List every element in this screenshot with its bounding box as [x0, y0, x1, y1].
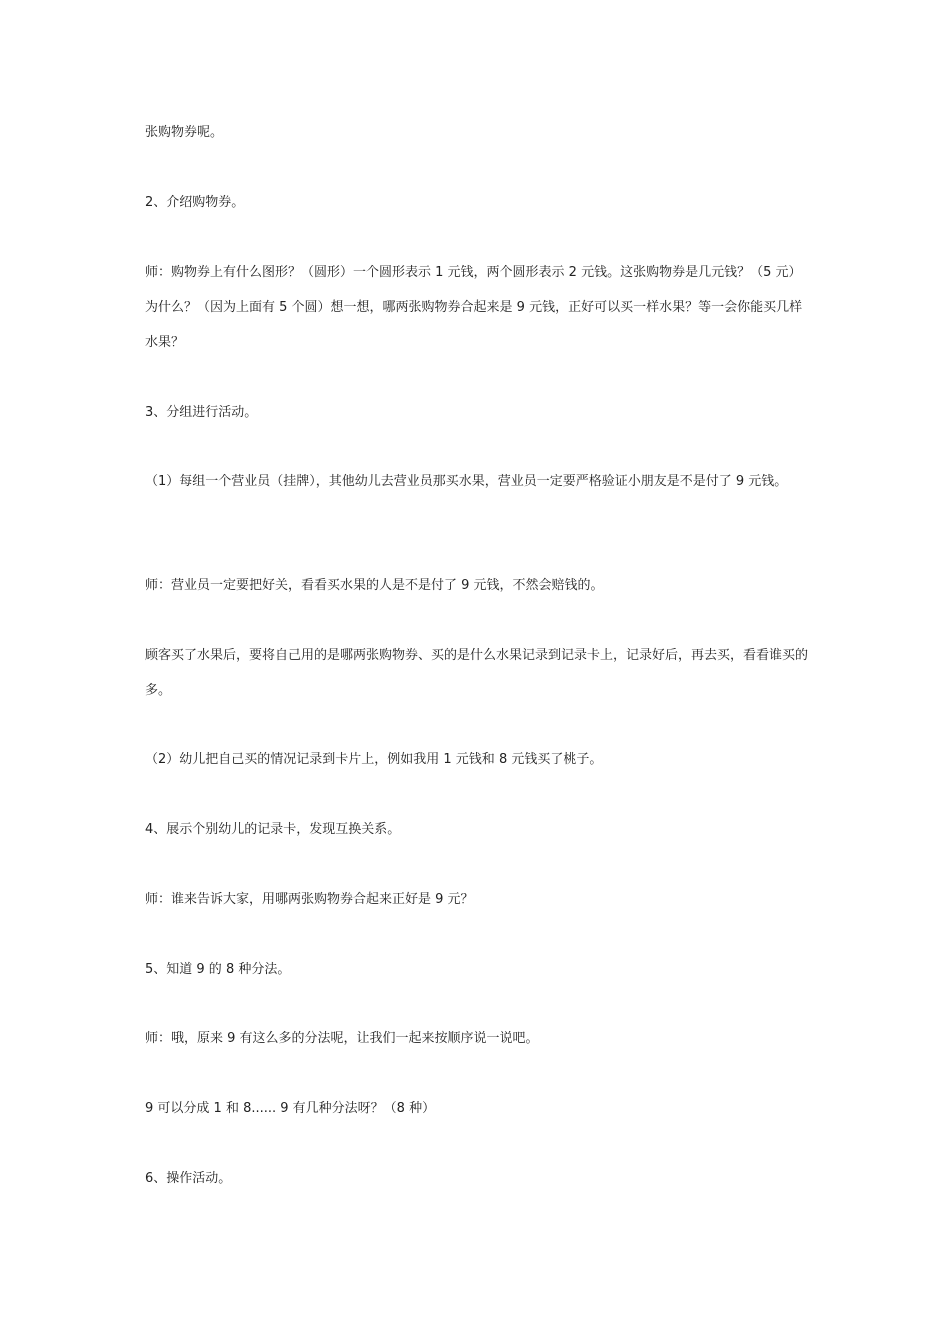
paragraph-group-activity-1: （1）每组一个营业员（挂牌），其他幼儿去营业员那买水果，营业员一定要严格验证小朋友是不是付了 9 元钱。: [145, 474, 788, 489]
heading-step-5: 5、知道 9 的 8 种分法。: [145, 962, 291, 977]
paragraph-teacher-coupon: 师：购物券上有什么图形？（圆形）一个圆形表示 1 元钱，两个圆形表示 2 元钱。这张购物券是几元钱？（5 元）为什么？（因为上面有 5 个圆）想一想，哪两张购物券合起来是 9 元钱，正好可以买一样水果？等一会你能买几样水果？: [145, 265, 803, 350]
heading-step-3: 3、分组进行活动。: [145, 405, 258, 420]
paragraph-continuation: 张购物券呢。: [145, 125, 224, 140]
paragraph-customer-record: 顾客买了水果后，要将自己用的是哪两张购物券、买的是什么水果记录到记录卡上，记录好后，再去买，看看谁买的多。: [145, 648, 809, 698]
paragraph-nine-split: 9 可以分成 1 和 8...... 9 有几种分法呀？（8 种）: [145, 1101, 436, 1116]
paragraph-teacher-question: 师：谁来告诉大家，用哪两张购物券合起来正好是 9 元？: [145, 892, 474, 907]
paragraph-group-activity-2: （2）幼儿把自己买的情况记录到卡片上，例如我用 1 元钱和 8 元钱买了桃子。: [145, 752, 603, 767]
paragraph-teacher-summary: 师：哦，原来 9 有这么多的分法呢，让我们一起来按顺序说一说吧。: [145, 1031, 539, 1046]
heading-step-6: 6、操作活动。: [145, 1171, 232, 1186]
heading-step-4: 4、展示个别幼儿的记录卡，发现互换关系。: [145, 822, 401, 837]
paragraph-teacher-cashier: 师：营业员一定要把好关，看看买水果的人是不是付了 9 元钱，不然会赔钱的。: [145, 578, 604, 593]
heading-step-2: 2、介绍购物券。: [145, 195, 245, 210]
